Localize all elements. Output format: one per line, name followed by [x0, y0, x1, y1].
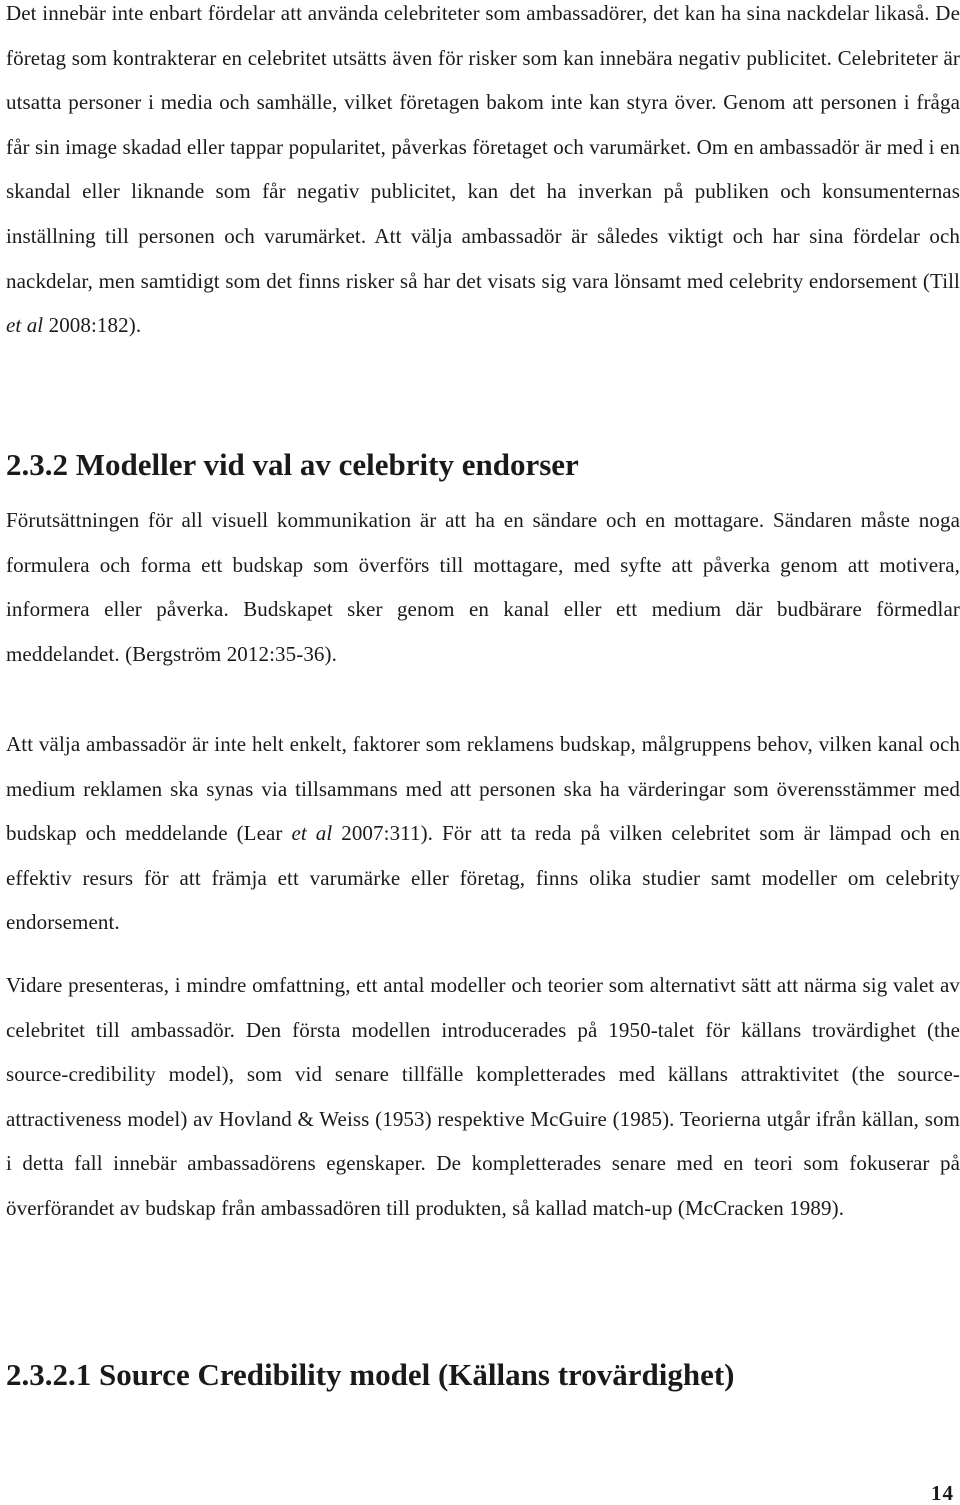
paragraph-models-overview: Vidare presenteras, i mindre omfattning, ett antal modeller och teorier som alternativt sätt att närma sig valet av celebritet till ambassadör. Den första modellen introducerades på 1950-talet för källans trovärdighet (the source-credibility model), som vid senare tillfälle kompletterades med källans attraktivitet (the source-attractiveness model) av Hovland & Weiss (1953) respektive McGuire (1985). Teorierna utgår ifrån källan, som i detta fall innebär ambassadörens egenskaper. De kompletterades senare med en teori som fokuserar på överförandet av budskap från ambassadören till produkten, så kallad match-up (McCracken 1989).	[6, 973, 960, 1220]
paragraph-text: 2007:311). För att ta reda på vilken celebritet som är lämpad och en effektiv resurs för att främja ett varumärke eller företag, finns olika studier samt modeller om celebrity endorsement.	[6, 821, 960, 935]
italic-citation: et al	[6, 313, 44, 338]
paragraph-communication: Förutsättningen för all visuell kommunikation är att ha en sändare och en mottagare. Sändaren måste noga formulera och forma ett budskap som överförs till mottagare, med syfte att påverka genom att motivera, informera eller påverka. Budskapet sker genom en kanal eller ett medium där budbärare förmedlar meddelandet. (Bergström 2012:35-36).	[6, 508, 960, 666]
section-heading: 2.3.2 Modeller vid val av celebrity endorser	[6, 447, 579, 482]
paragraph-celebrity-risks	[6, 0, 960, 348]
paragraph-choosing-ambassador	[6, 722, 960, 945]
page-number: 14	[931, 1481, 954, 1505]
subsection-heading: 2.3.2.1 Source Credibility model (Källans trovärdighet)	[6, 1357, 735, 1392]
italic-citation: et al	[291, 821, 333, 846]
paragraph-text: Det innebär inte enbart fördelar att använda celebriteter som ambassadörer, det kan ha sina nackdelar likaså. De företag som kontrakterar en celebritet utsätts även för risker som kan innebära negativ publicitet. Celebriteter är utsatta personer i media och samhälle, vilket företagen bakom inte kan styra över. Genom att personen i fråga får sin image skadad eller tappar popularitet, påverkas företaget och varumärket. Om en ambassadör är med i en skandal eller liknande som får negativ publicitet, kan det ha inverkan på publiken och konsumenternas inställning till personen och varumärket. Att välja ambassadör är således viktigt och har sina fördelar och nackdelar, men samtidigt som det finns risker så har det visats sig vara lönsamt med celebrity endorsement (Till	[6, 1, 960, 293]
paragraph-text: 2008:182).	[43, 313, 142, 338]
paragraph-text: Att välja ambassadör är inte helt enkelt, faktorer som reklamens budskap, målgruppens behov, vilken kanal och medium reklamen ska synas via tillsammans med att personen ska ha värderingar som överensstämmer med budskap och meddelande (Lear	[6, 732, 960, 846]
